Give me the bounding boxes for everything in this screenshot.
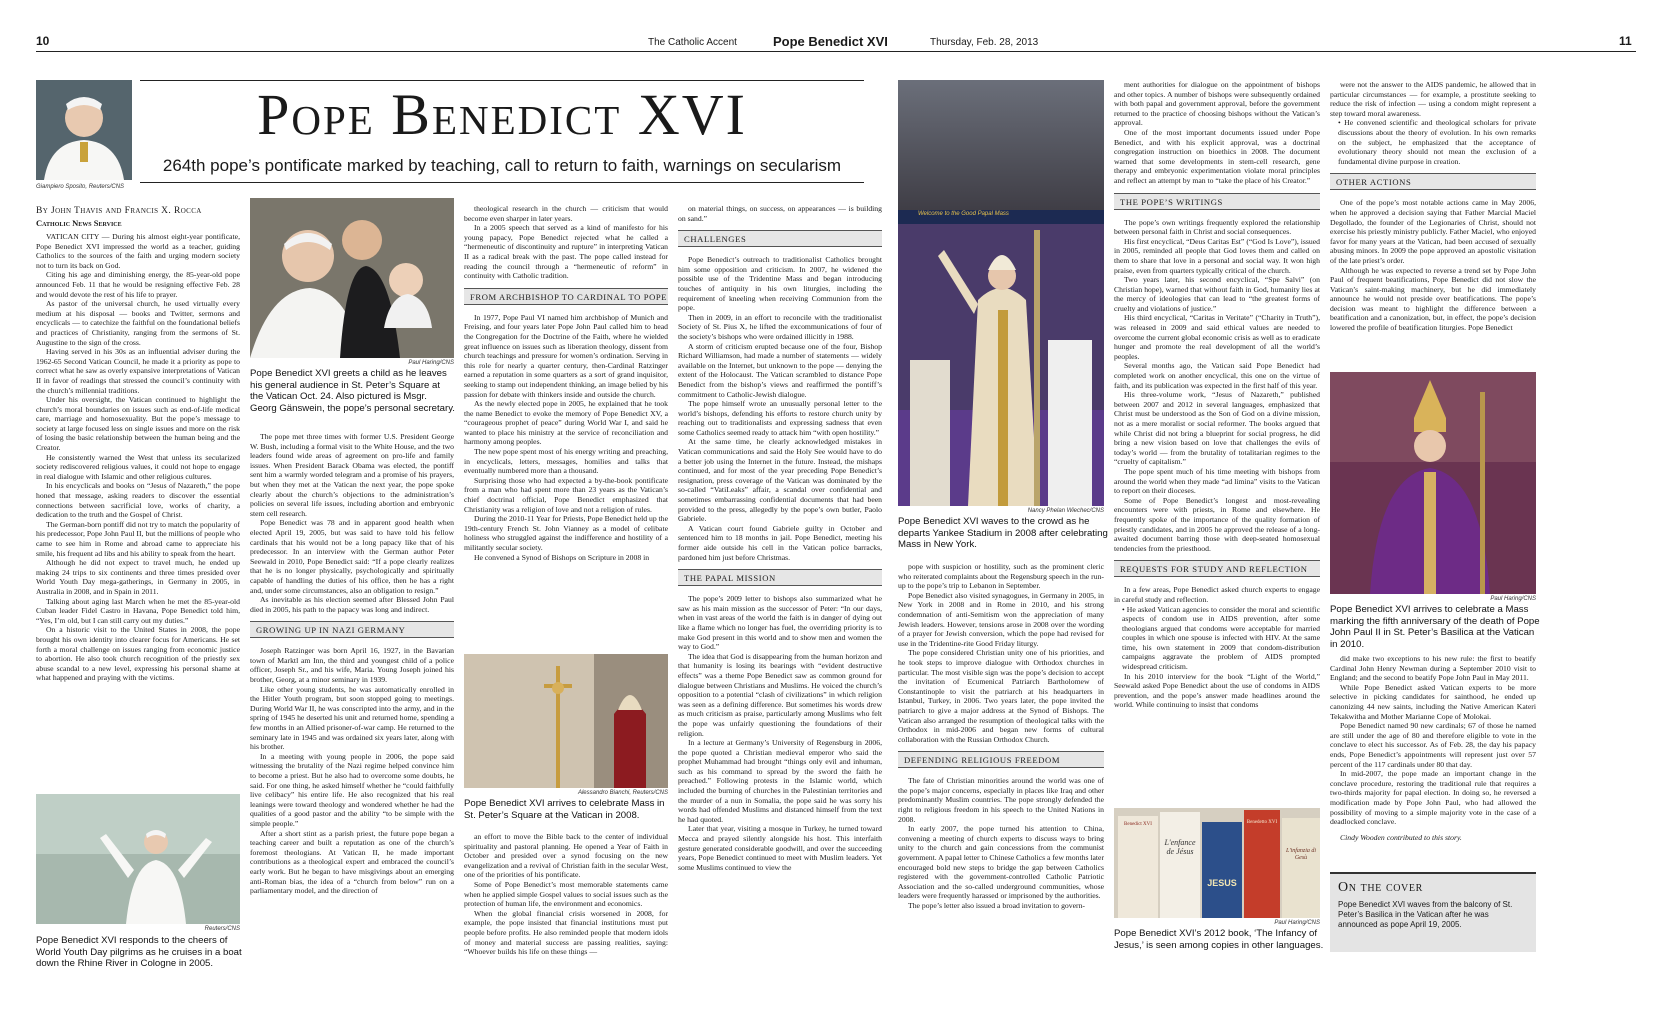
column-5-top-body	[898, 562, 1104, 744]
pope-portrait-photo	[36, 80, 132, 180]
column-7-bottom-body	[1330, 654, 1536, 827]
folio-right-page-number: 11	[1619, 34, 1632, 48]
article-column-3	[464, 204, 668, 644]
article-paragraph: ment authorities for dialogue on the appointment of bishops and other topics. A number of bishops were subsequently ordained with both papal and government approval, before the government returned to the practice of choosing bishops without the Vatican’s approval.	[1114, 80, 1320, 128]
article-paragraph: • He convened scientific and theological scholars for private discussions about the theory of evolution. In his own remarks on the subject, he emphasized that the acceptance of evolutionary theory should not mean the exclusion of a fundamental divine purpose in creation.	[1338, 118, 1536, 166]
article-paragraph: Citing his age and diminishing energy, the 85-year-old pope announced Feb. 11 that he would be resigning effective Feb. 28 and would devote the rest of his life to prayer.	[36, 270, 240, 299]
article-paragraph: As the newly elected pope in 2005, he explained that he took the name Benedict to evoke the memory of Pope Benedict XV, a “courageous prophet of peace” during World War I, and said he wanted to place his ministry at the service of reconciliation and harmony among peoples.	[464, 399, 668, 447]
article-paragraph: Pope Benedict named 90 new cardinals; 67 of those he named are still under the age of 80 and therefore eligible to vote in the conclave to elect his successor. As of Feb. 28, the day his papacy ends, Pope Benedict’s appointments will represent just over 57 percent of the 117 cardinals under 80 that day.	[1330, 721, 1536, 769]
article-paragraph: In early 2007, the pope turned his attention to China, convening a meeting of church experts to discuss ways to bring unity to the church and gain concessions from the communist government. A papal letter to Chinese Catholics a few months later encouraged bold new steps to bridge the gap between Catholics registered with the government-controlled Catholic Patriotic Association and the so-called underground communities, whose leaders were frequently harassed or imprisoned by the authorities.	[898, 824, 1105, 901]
column-4-top-body	[678, 204, 882, 223]
column-2-top-body	[250, 432, 454, 614]
section-head-other-actions: OTHER ACTIONS	[1330, 173, 1536, 190]
section-head-archbishop: FROM ARCHBISHOP TO CARDINAL TO POPE	[464, 288, 668, 305]
article-paragraph: The new pope spent most of his energy writing and preaching, in encyclicals, letters, messages, homilies and talks that eventually numbered more than a thousand.	[464, 447, 668, 476]
article-column-7-bottom	[1330, 654, 1536, 866]
article-paragraph: At the same time, he clearly acknowledged mistakes in Vatican communications and said the Holy See would have to do a better job using the Internet in the future. Instead, the mishaps continued, and for most of the year preceding Pope Benedict’s resignation, press coverage of the Vatican was dominated by the so-called “VatiLeaks” affair, a scandal over confidential and sometimes embarrassing confidential documents that had been provided to the press, allegedly by the pope’s own butler, Paolo Gabriele.	[678, 437, 882, 524]
article-paragraph: Although he was expected to reverse a trend set by Pope John Paul of frequent beatifications, Pope Benedict did not slow the Vatican’s saint-making machinery, but he did immediately announce he would not preside over beatifications. The pope’s decision was meant to highlight the difference between a beatification and a canonization, but, in effect, the pope’s decision lowered the profile of beatification liturgies. Pope Benedict	[1330, 265, 1536, 333]
article-paragraph: The pope himself wrote an unusually personal letter to the world’s bishops, defending his efforts to restore church unity by reaching out to traditionalists and expressing sadness that even some Catholics seemed ready to attack him “with open hostility.”	[678, 399, 882, 437]
article-paragraph: The pope considered Christian unity one of his priorities, and he took steps to improve dialogue with Orthodox churches in particular. The most visible sign was the pope’s decision to accept the invitation of Ecumenical Patriarch Bartholomew of Constantinople to visit the patriarch at his headquarters in Istanbul, Turkey, in 2006. Two years later, the pope invited the patriarch to give a major address at the Synod of Bishops. The Vatican also arranged the resumption of theological talks with the Orthodox in mid-2006 and began new forms of cultural collaboration with the Russian Orthodox Church.	[898, 648, 1104, 744]
yankee-stadium-photo	[898, 80, 1104, 506]
article-paragraph: His third encyclical, “Caritas in Veritate” (“Charity in Truth”), was released in 2009 and said ethical values are needed to overcome the current global economic crisis as well as to eradicate hunger and promote the real development of all the world’s peoples.	[1114, 313, 1320, 361]
pope-mitre-photo	[1330, 372, 1536, 594]
article-paragraph: While Pope Benedict asked Vatican experts to be more selective in picking candidates for sainthood, he ended up canonizing 44 new saints, including the Native American Kateri Tekakwitha and Mother Marianne Cope of Molokai.	[1330, 682, 1536, 721]
portrait-photo-credit: Giampiero Sposito, Reuters/CNS	[36, 184, 125, 190]
child-photo-credit: Paul Haring/CNS	[408, 360, 454, 366]
article-paragraph: Some of Pope Benedict’s longest and most-revealing encounters were with priests, in Rome and elsewhere. He frequently spoke of the importance of the quality formation of priestly candidates, and in 2005 he approved the release of a long-awaited document barring those with deep-seated homosexual tendencies from the priesthood.	[1114, 495, 1320, 553]
article-paragraph: The pope’s letter also issued a broad invitation to govern-	[908, 901, 1085, 910]
folio-date: Thursday, Feb. 28, 2013	[930, 37, 1039, 48]
books-photo	[1114, 808, 1320, 918]
article-paragraph: theological research in the church — criticism that would become even sharper in later years.	[464, 204, 668, 223]
mitre-photo-credit: Paul Haring/CNS	[1490, 596, 1536, 602]
article-paragraph: A storm of criticism erupted because one of the four, Bishop Richard Williamson, had made a number of statements — widely available on the Internet, but unknown to the pope — denying the extent of the Holocaust. The Vatican scrambled to distance Pope Benedict from the bishop’s views and reaffirmed the pontiff’s commitment to Catholic-Jewish dialogue.	[678, 341, 882, 399]
book-title-4: Benedetto XVI	[1246, 820, 1278, 825]
section-head-challenges: CHALLENGES	[678, 230, 882, 247]
article-paragraph: He consistently warned the West that unless its secularized society rediscovered religious values, it could not hope to engage in real dialogue with Islamic and other religious cultures.	[36, 452, 240, 481]
column-5-bottom-body	[898, 776, 1104, 910]
article-paragraph: In mid-2007, the pope made an important change in the conclave procedure, restoring the traditional rule that requires a two-thirds majority for papal election. In doing so, he reversed a modification made by Pope John Paul, who had allowed the possibility of moving to a simple majority vote in the case of a deadlocked conclave.	[1330, 769, 1536, 827]
article-paragraph: The idea that God is disappearing from the human horizon and that humanity is losing its bearings with “evident destructive effects” was a theme Pope Benedict saw as common ground for dialogue between Christians and Muslims. He voiced the church’s opposition to a potential “clash of civilizations” in which religion was seen as a defining difference. But sometimes his words drew as much criticism as praise, particularly among Muslims who felt the pope was unfairly questioning the foundations of their religion.	[678, 651, 882, 738]
column-4-mid-body	[678, 255, 882, 562]
book-title-3: JESUS	[1207, 878, 1237, 888]
article-paragraph: pope with suspicion or hostility, such as the prominent cleric who reiterated complaints about the Regensburg speech in the run-up to the pope’s trip to Lebanon in September.	[898, 562, 1104, 591]
article-paragraph: Talking about aging last March when he met the 85-year-old Cuban leader Fidel Castro in Havana, Pope Benedict told him, “Yes, I’m old, but I can still carry out my duties.”	[36, 596, 240, 625]
column-7-top-body	[1330, 80, 1536, 166]
pope-waving-photo	[36, 794, 240, 924]
article-paragraph: Several months ago, the Vatican said Pope Benedict had completed work on another encyclical, this one on the virtue of faith, and its publication was expected in the first half of this year.	[1114, 361, 1320, 390]
folio-paper-name: The Catholic Accent	[648, 37, 737, 48]
column-2-bottom-body	[250, 646, 454, 895]
on-the-cover-text: Pope Benedict XVI waves from the balcony of St. Peter’s Basilica in the Vatican after he was announced as pope April 19, 2005.	[1338, 900, 1513, 929]
article-column-1	[36, 232, 240, 780]
stadium-banner-text: Welcome to the Good Papal Mass	[918, 211, 1009, 217]
article-paragraph: During the 2010-11 Year for Priests, Pope Benedict held up the 19th-century French St. John Vianney as a model of celibate holiness who struggled against the indifference and hostility of a militantly secular society.	[464, 514, 669, 552]
article-paragraph: In a 2005 speech that served as a kind of manifesto for his young papacy, Pope Benedict rejected what he called a “hermeneutic of discontinuity and rupture” in interpreting Vatican II as a radical break with the past. The pope called instead for reading the council through a “hermeneutic of reform” in continuity with Catholic tradition.	[464, 223, 668, 281]
books-photo-caption: Pope Benedict XVI’s 2012 book, ‘The Infancy of Jesus,’ is seen among copies in other languages.	[1114, 928, 1324, 951]
article-paragraph: In a lecture at Germany’s University of Regensburg in 2006, the pope quoted a Christian medieval emperor who said the prophet Muhammad had brought “things only evil and inhuman, such as his command to spread by the sword the faith he preached.” Following protests in the Islamic world, which included the burning of churches in the Palestinian territories and the murder of a nun in Somalia, the pope said he was sorry his words had offended Muslims and distanced himself from the text he had quoted.	[678, 738, 882, 824]
headline: Pope Benedict XVI	[257, 82, 747, 147]
article-paragraph: In a meeting with young people in 2006, the pope said witnessing the brutality of the Nazi regime helped convince him to become a priest. But he also had to overcome some doubts, he said. For one thing, he asked himself whether he “could faithfully live celibacy” his entire life. He also recognized that his real leanings were toward theology and wondered whether he had the qualities of a good pastor and the ability “to be simple with the simple people.”	[250, 751, 454, 828]
article-paragraph: The pope’s 2009 letter to bishops also summarized what he saw as his main mission as the successor of Peter: “In our days, when in vast areas of the world the faith is in danger of dying out like a flame which no longer has fuel, the overriding priority is to make God present in this world and to show men and women the way to God.”	[678, 594, 882, 652]
article-column-5	[898, 562, 1104, 932]
article-paragraph: • He asked Vatican agencies to consider the moral and scientific aspects of condom use in AIDS prevention, after some theologians argued that condoms were acceptable for married couples in which one spouse is infected with HIV. At the same time, his own statement in 2009 that condom-distribution campaigns aggravate the problem of AIDS prompted widespread criticism.	[1122, 604, 1320, 672]
article-paragraph: His first encyclical, “Deus Caritas Est” (“God Is Love”), issued in 2005, reminded all people that God loves them and called on them to share that love in a personal and social way. It won high praise, even from quarters typically critical of the church.	[1114, 236, 1320, 275]
section-head-nazi: GROWING UP IN NAZI GERMANY	[250, 621, 454, 638]
book-title-5: L'infanzia di Gesù	[1285, 848, 1317, 861]
article-paragraph: In a few areas, Pope Benedict asked church experts to engage in careful study and reflection.	[1114, 585, 1320, 604]
column-6-mid-body	[1114, 218, 1320, 554]
article-column-4	[678, 204, 882, 932]
article-paragraph: When the global financial crisis worsened in 2008, for example, the pope insisted that financial institutions must put people before profits. He also reminded people that modern idols of money and material success are passing realities, saying: “Whoever builds his life on these things —	[464, 908, 668, 957]
article-paragraph: After a short stint as a parish priest, the future pope began a teaching career and built a reputation as one of the church’s foremost theologians. At Vatican II, he made important contributions as a theological expert and embraced the council’s early work. But he began to have misgivings about an emerging anti-Roman bias, the idea of a “church from below” run on a parliamentary model, and the direction of	[250, 828, 454, 896]
column-3-top-body	[464, 204, 668, 281]
column-6-bottom-body	[1114, 585, 1320, 710]
byline-service: Catholic News Service	[36, 218, 122, 228]
article-paragraph: One of the pope’s most notable actions came in May 2006, when he approved a decision saying that Father Marcial Maciel Degollado, the founder of the Legionaries of Christ, should not exercise his priestly ministry publicly. Father Maciel, who enjoyed favor for many years at the Vatican, had been accused of sexually abusing minors. In 2009 the pope approved an apostolic visitation of the late priest’s order.	[1330, 198, 1536, 265]
column-6-top-body	[1114, 80, 1320, 186]
column-4-bottom-body	[678, 594, 882, 872]
article-paragraph: Although he did not expect to travel much, he ended up making 24 trips to six continents and three times presided over World Youth Day mega-gatherings, in Germany in 2005, in Australia in 2008, and in Spain in 2011.	[36, 558, 240, 596]
section-head-papal-mission: THE PAPAL MISSION	[678, 569, 882, 586]
child-photo-caption: Pope Benedict XVI greets a child as he leaves his general audience in St. Peter’s Square at the Vatican Oct. 24. Also pictured is Msgr. Georg Gänswein, the pope’s personal secretary.	[250, 368, 455, 414]
section-head-freedom: DEFENDING RELIGIOUS FREEDOM	[898, 751, 1104, 768]
article-paragraph: Pope Benedict was 78 and in apparent good health when elected April 19, 2005, but was said to have told his fellow cardinals that his would not be a long papacy like that of his predecessor. In an interview with the German author Peter Seewald in 2010, Pope Benedict said: “If a pope clearly realizes that he is no longer physically, psychologically and spiritually capable of handling the duties of his office, then he has a right and, under some circumstances, also an obligation to resign.”	[250, 518, 454, 595]
article-paragraph: Pope Benedict’s outreach to traditionalist Catholics brought him some opposition and criticism. In 2007, he widened the possible use of the Tridentine Mass and began introducing touches of antiquity in his own liturgies, including the requirement of kneeling when receiving Communion from the pope.	[678, 255, 882, 313]
waving-photo-credit: Reuters/CNS	[204, 926, 240, 932]
folio-left-page-number: 10	[36, 34, 50, 48]
article-paragraph: on material things, on success, on appearances — is building on sand.”	[678, 204, 882, 223]
article-column-3-bottom	[464, 832, 668, 957]
section-head-requests: REQUESTS FOR STUDY AND REFLECTION	[1114, 560, 1320, 577]
article-paragraph: Under his oversight, the Vatican continued to highlight the church’s moral boundaries on issues such as end-of-life medical care, marriage and homosexuality. But the pope’s message to society at large focused less on single issues and more on the risk of losing the basic relationship between the human being and the Creator.	[36, 395, 240, 453]
article-paragraph: Like other young students, he was automatically enrolled in the Hitler Youth program, but soon stopped going to meetings. During World War II, he was conscripted into the army, and in the spring of 1945 he deserted his unit and returned home, spending a few months in an Allied prisoner-of-war camp. He returned to the seminary late in 1945 and was ordained six years later, along with his brother.	[250, 684, 454, 752]
article-paragraph: As inevitable as his election seemed after Blessed John Paul died in 2005, his path to the papacy was long and indirect.	[250, 595, 454, 614]
article-paragraph: Pope Benedict also visited synagogues, in Germany in 2005, in New York in 2008 and in Rome in 2010, and his strong condemnation of anti-Semitism won the appreciation of many Jewish leaders. However, tensions arose in 2008 over the wording of a prayer for Jewish conversion, which the pope had revised for use in the Tridentine-rite Good Friday liturgy.	[898, 590, 1104, 648]
article-paragraph: Some of Pope Benedict’s most memorable statements came when he applied simple Gospel values to social issues such as the protection of human life, the environment and economics.	[464, 879, 668, 909]
cross-photo-credit: Alessandro Bianchi, Reuters/CNS	[577, 790, 668, 796]
on-the-cover-box	[1330, 872, 1536, 952]
books-photo-credit: Paul Haring/CNS	[1274, 920, 1320, 926]
pope-greets-child-photo	[250, 198, 454, 358]
article-paragraph: did make two exceptions to his new rule: the first to beatify Cardinal John Henry Newman during a September 2010 visit to England; and the second to beatify Pope John Paul in May 2011.	[1330, 654, 1536, 683]
headline-bottom-rule	[140, 182, 864, 183]
article-paragraph: Having served in his 30s as an influential adviser during the 1962-65 Second Vatican Council, he made it a priority as pope to correct what he saw as overly expansive interpretations of Vatican II in favor of readings that stressed the council’s continuity with the church’s millennial traditions.	[36, 347, 240, 395]
yankee-photo-credit: Nancy Phelan Wiechec/CNS	[1027, 508, 1104, 514]
waving-photo-caption: Pope Benedict XVI responds to the cheers of World Youth Day pilgrims as he cruises in a boat down the Rhine River in Cologne in 2005.	[36, 935, 242, 969]
section-head-writings: THE POPE’S WRITINGS	[1114, 193, 1320, 210]
mitre-photo-caption: Pope Benedict XVI arrives to celebrate a Mass marking the fifth anniversary of the death of Pope John Paul II in St. Peter’s Basilica at the Vatican in 2010.	[1330, 604, 1540, 650]
deck: 264th pope’s pontificate marked by teaching, call to return to faith, warnings on secularism	[162, 156, 842, 175]
article-paragraph: He convened a Synod of Bishops on Scripture in 2008 in	[474, 552, 650, 562]
article-paragraph: In his 2010 interview for the book “Light of the World,” Seewald asked Pope Benedict about the use of condoms in AIDS prevention, and the pope’s answer made headlines around the world. While continuing to insist that condoms	[1114, 671, 1320, 710]
column-7-mid-body	[1330, 198, 1536, 332]
article-paragraph: On a historic visit to the United States in 2008, the pope brought his own identity into clearer focus for Americans. He set forth a moral challenge on issues ranging from economic justice to abortion. He also took church recognition of the priestly sex abuse scandal to a new level, expressing his personal shame at what happened and praying with the victims.	[36, 625, 240, 683]
article-paragraph: Joseph Ratzinger was born April 16, 1927, in the Bavarian town of Marktl am Inn, the third and youngest child of a police officer, Joseph Sr., and his wife, Maria. Young Joseph joined his brother, Georg, at a minor seminary in 1939.	[250, 646, 454, 685]
article-paragraph: VATICAN CITY — During his almost eight-year pontificate, Pope Benedict XVI impressed the world as a teacher, guiding Catholics to the sources of the faith and urging modern society not to turn its back on God.	[36, 232, 240, 270]
headline-top-rule	[140, 80, 864, 81]
contributor-credit: Cindy Wooden contributed to this story.	[1340, 832, 1462, 842]
folio-section-name: Pope Benedict XVI	[773, 34, 888, 49]
book-title-2: L'enfance de Jésus	[1164, 838, 1196, 856]
article-paragraph: Then in 2009, in an effort to reconcile with the traditionalist Society of St. Pius X, he lifted the excommunications of four of the society’s bishops who were ordained illicitly in 1988.	[678, 312, 882, 341]
article-paragraph: The pope spent much of his time meeting with bishops from around the world when they made “ad limina” visits to the Vatican to report on their dioceses.	[1114, 466, 1320, 496]
column-3-mid-body	[464, 313, 668, 562]
article-paragraph: In 1977, Pope Paul VI named him archbishop of Munich and Freising, and four years later Pope John Paul called him to head the Congregation for the Doctrine of the Faith, where he wielded great influence on issues such as liberation theology, dissent from church teachings and pressure for women’s ordination. Serving in this role for nearly a quarter century, then-Cardinal Ratzinger earned a reputation in some quarters as a sort of grand inquisitor, seeking to stamp out independent thinking, an image belied by his passion for debate with thinkers inside and outside the church.	[464, 312, 668, 399]
article-paragraph: Two years later, his second encyclical, “Spe Salvi” (on Christian hope), warned that without faith in God, humanity lies at the mercy of ideologies that can lead to “the greatest forms of cruelty and violations of justice.”	[1114, 275, 1320, 313]
article-paragraph: an effort to move the Bible back to the center of individual spirituality and pastoral planning. He opened a Year of Faith in October and presided over a synod focusing on the new evangelization and a revival of Christian faith in the secular West, one of the priorities of his pontificate.	[464, 832, 668, 880]
article-paragraph: The pope’s own writings frequently explored the relationship between personal faith in Christ and social consequences.	[1114, 217, 1320, 237]
on-the-cover-title: On the cover	[1338, 880, 1423, 895]
byline-authors: By John Thavis and Francis X. Rocca	[36, 206, 202, 216]
article-paragraph: The German-born pontiff did not try to match the popularity of his predecessor, Pope John Paul II, but the millions of people who came to see him in Rome and abroad came to appreciate his smile, his frequent ad libs and his ability to speak from the heart.	[36, 519, 240, 558]
article-paragraph: In his encyclicals and books on “Jesus of Nazareth,” the pope honed that message, asking readers to discover the essential connections between sacrificial love, works of charity, a dedication to the truth and the Gospel of Christ.	[36, 481, 240, 520]
article-paragraph: Surprising those who had expected a by-the-book pontificate from a man who had spent more than 23 years as the Vatican’s chief doctrinal official, Pope Benedict emphasized that Christianity was a religion of love and not a religion of rules.	[464, 475, 668, 514]
article-paragraph: As pastor of the universal church, he used virtually every medium at his disposal — books and Twitter, sermons and encyclicals — to catechize the faithful on the foundational beliefs and practices of Christianity, ranging from the sermons of St. Augustine to the sign of the cross.	[36, 299, 240, 347]
folio-rule	[36, 51, 1636, 52]
article-paragraph: His three-volume work, “Jesus of Nazareth,” published between 2007 and 2012 in several languages, emphasized that Christ must be understood as the Son of God on a divine mission, not as a mere moralist or social reformer. The books argued that while Christ did not bring a blueprint for social progress, he did bring a new vision based on love that challenges the evils of today’s world — from the brutality of totalitarian regimes to the “cruelty of capitalism.”	[1114, 390, 1320, 467]
papal-cross-photo	[464, 654, 668, 788]
book-title-1: Benedict XVI	[1124, 822, 1152, 827]
article-paragraph: The pope met three times with former U.S. President George W. Bush, including a formal visit to the White House, and the two leaders found wide areas of agreement on pro-life and family issues. When President Barack Obama was elected, the pontiff sent him a warmly worded telegram and a promise of his prayers, but when they met at the Vatican the next year, the pope spoke clearly about the church’s objections to the administration’s policies on several life issues, including abortion and embryonic stem cell research.	[250, 432, 454, 518]
article-column-2	[250, 432, 454, 932]
article-column-7	[1330, 80, 1536, 362]
cross-photo-caption: Pope Benedict XVI arrives to celebrate Mass in St. Peter’s Square at the Vatican in 2008.	[464, 798, 665, 821]
article-paragraph: The fate of Christian minorities around the world was one of the pope’s major concerns, especially in places like Iraq and other predominantly Muslim countries. The pope strongly defended the right to religious freedom in his speech to the United Nations in 2008.	[898, 776, 1104, 824]
article-paragraph: One of the most important documents issued under Pope Benedict, and with his explicit approval, was a doctrinal congregation instruction on bioethics in 2008. The document warned that some developments in stem-cell research, gene therapy and embryonic experimentation violate moral principles and reflect an attempt by man to “take the place of his Creator.”	[1114, 127, 1320, 185]
article-paragraph: were not the answer to the AIDS pandemic, he allowed that in particular circumstances — for example, a prostitute seeking to reduce the risk of infection — using a condom might represent a step toward moral awareness.	[1330, 80, 1536, 118]
yankee-photo-caption: Pope Benedict XVI waves to the crowd as he departs Yankee Stadium in 2008 after celebrating Mass in New York.	[898, 516, 1108, 550]
article-paragraph: Later that year, visiting a mosque in Turkey, he turned toward Mecca and prayed silently alongside his host. This interfaith gesture generated considerable goodwill, and over the succeeding years, Pope Benedict continued to meet with Muslim leaders. Yet some Muslims continued to view the	[678, 824, 882, 872]
article-paragraph: A Vatican court found Gabriele guilty in October and sentenced him to 18 months in jail. Pope Benedict, meeting his former aide outside his cell in the Vatican police barracks, pardoned him just before Christmas.	[678, 523, 882, 562]
article-column-6	[1114, 80, 1320, 780]
